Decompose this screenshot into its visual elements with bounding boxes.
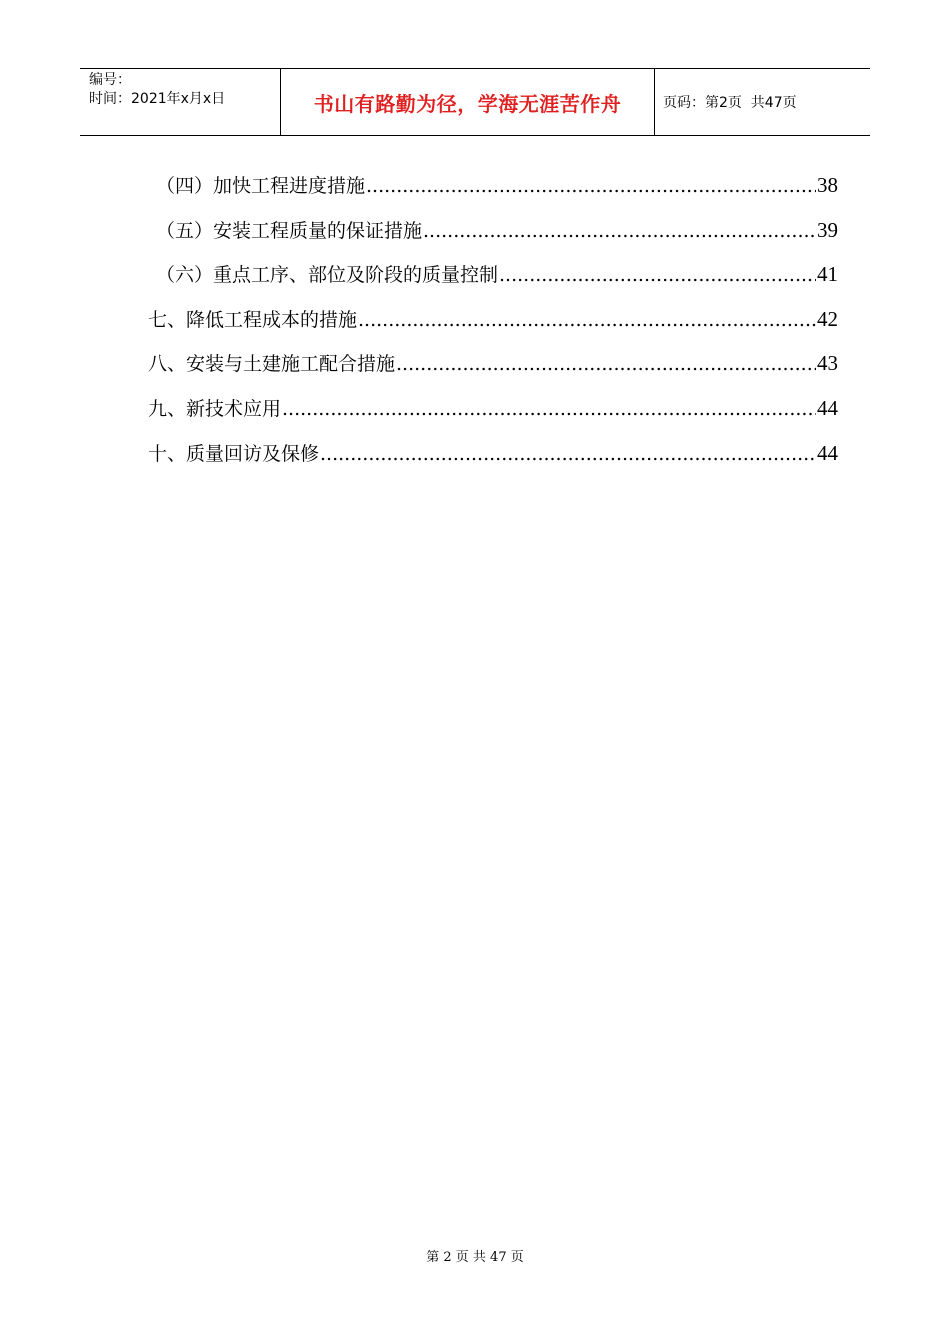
toc-entry-title: 七、降低工程成本的措施 [148, 308, 358, 331]
toc-leader-dots [396, 349, 816, 379]
toc-entry-page: 41 [817, 262, 838, 287]
toc-leader-dots [423, 216, 816, 246]
toc-leader-dots [499, 260, 816, 290]
toc-entry-title: （五）安装工程质量的保证措施 [156, 219, 423, 242]
toc-leader-dots [366, 171, 816, 201]
toc-leader-dots [358, 305, 816, 335]
toc-leader-dots [320, 439, 816, 469]
toc-entry[interactable] [148, 170, 838, 215]
toc-entry-page: 44 [817, 440, 838, 465]
toc-entry[interactable] [148, 348, 838, 393]
header-meta [80, 69, 281, 135]
toc-entry-page: 44 [817, 395, 838, 420]
page-footer: 第 2 页 共 47 页 [426, 1250, 524, 1265]
header-motto: 书山有路勤为径，学海无涯苦作舟 [281, 69, 655, 135]
toc-entry-title: 八、安装与土建施工配合措施 [148, 353, 396, 376]
header-page-info: 页码：第2页 共47页 [663, 95, 797, 111]
toc-entry-page: 39 [817, 217, 838, 242]
toc-entry-page: 43 [817, 351, 838, 376]
toc-entry-title: （六）重点工序、部位及阶段的质量控制 [156, 264, 499, 287]
time-label: 时间：2021年x月x日 [89, 91, 226, 107]
toc-entry-page: 42 [817, 306, 838, 331]
toc-entry[interactable] [148, 393, 838, 438]
toc-entry[interactable] [148, 438, 838, 483]
toc-leader-dots [282, 394, 816, 424]
page-header [80, 68, 870, 136]
code-label: 编号： [89, 72, 131, 88]
table-of-contents [148, 170, 838, 482]
toc-entry[interactable] [148, 304, 838, 349]
toc-entry[interactable] [148, 259, 838, 304]
toc-entry-title: 十、质量回访及保修 [148, 442, 320, 465]
toc-entry-title: （四）加快工程进度措施 [156, 175, 366, 197]
toc-entry[interactable] [148, 215, 838, 260]
toc-entry-page: 38 [817, 173, 838, 197]
toc-entry-title: 九、新技术应用 [148, 397, 282, 420]
